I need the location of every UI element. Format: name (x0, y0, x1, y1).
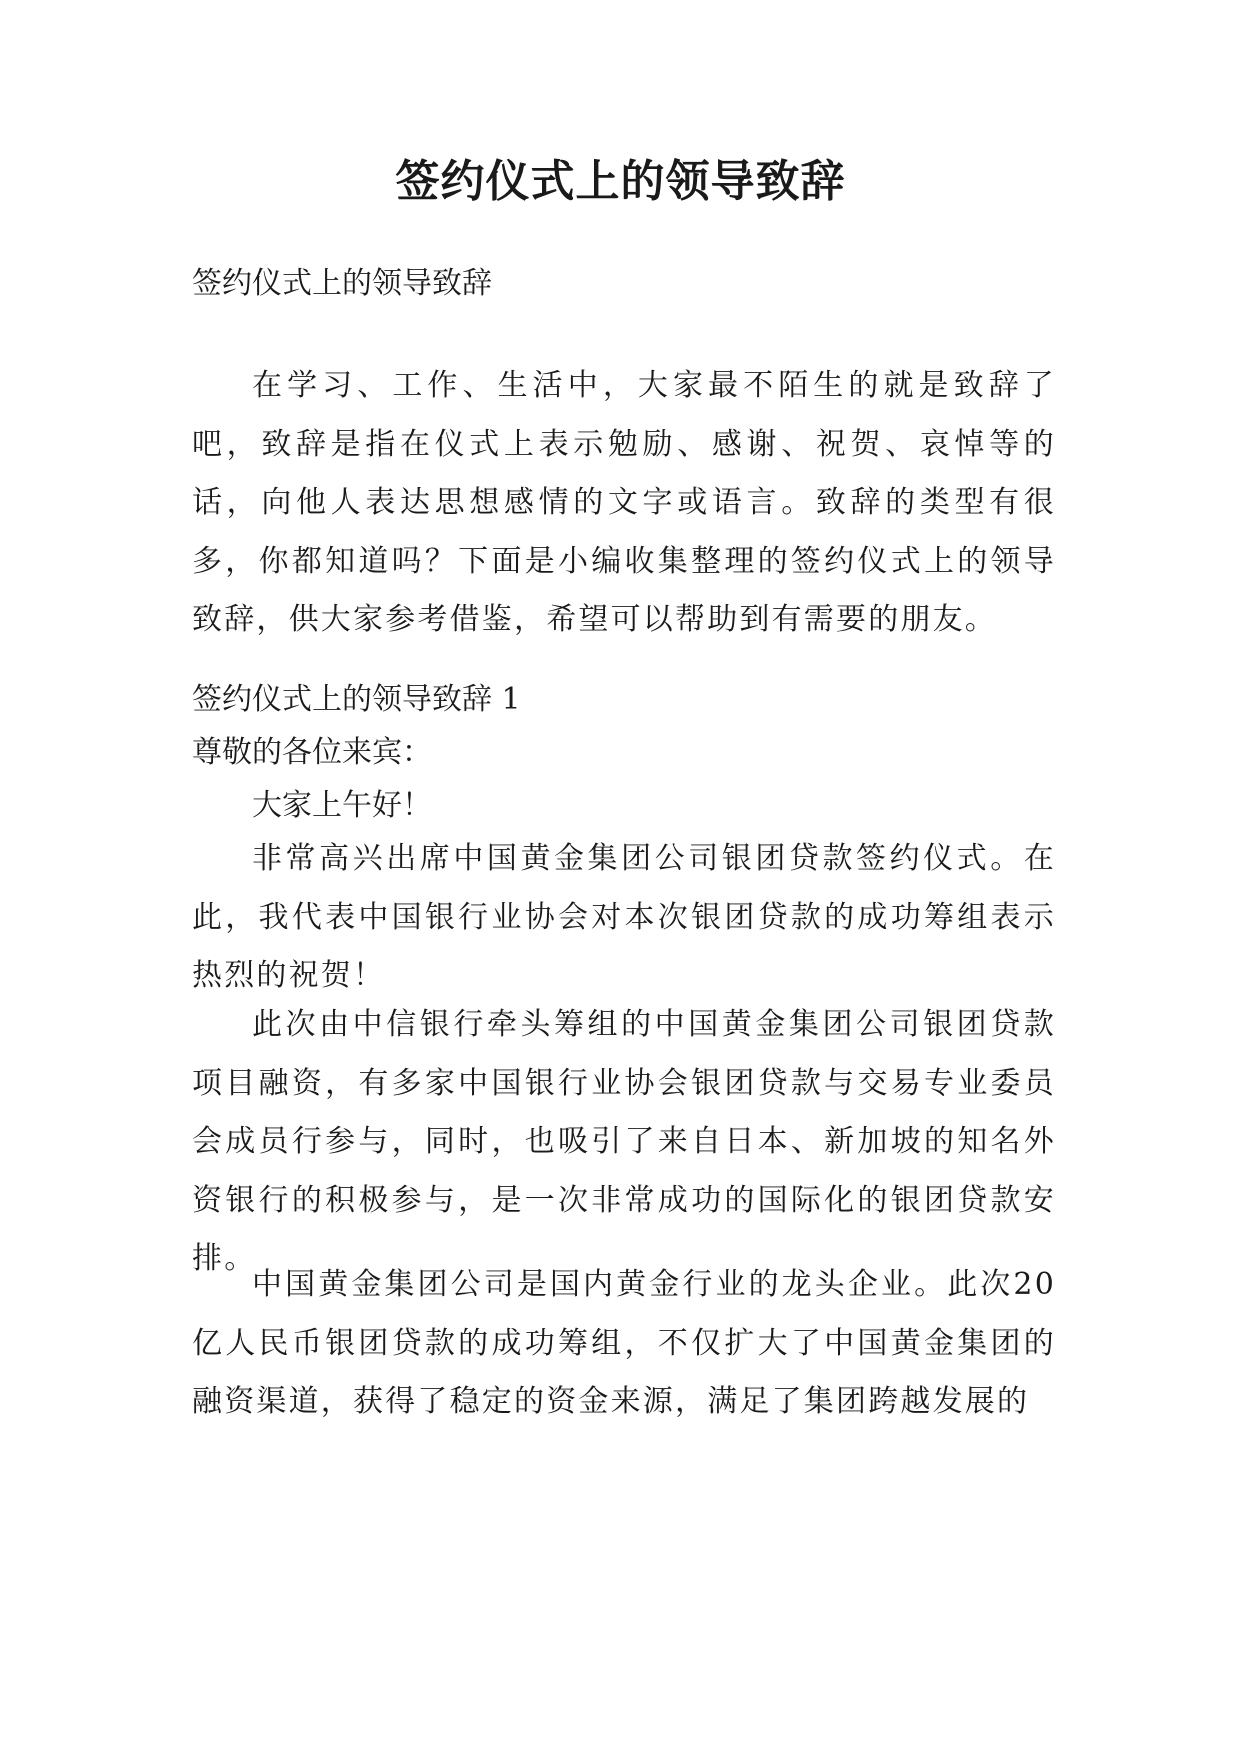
document-title: 签约仪式上的领导致辞 (395, 156, 846, 207)
body-paragraph: 中国黄金集团公司是国内黄金行业的龙头企业。此次20亿人民币银团贷款的成功筹组，不仅扩大了中国黄金集团的融资渠道，获得了稳定的资金来源，满足了集团跨越发展的 (192, 1267, 1056, 1419)
body-paragraph: 此次由中信银行牵头筹组的中国黄金集团公司银团贷款项目融资，有多家中国银行业协会银团贷款与交易专业委员会成员行参与，同时，也吸引了来自日本、新加坡的知名外资银行的积极参与，是一次非常成功的国际化的银团贷款安排。 (192, 1007, 1056, 1276)
salutation: 尊敬的各位来宾： (192, 735, 432, 770)
greeting: 大家上午好！ (252, 788, 432, 823)
body-paragraph: 非常高兴出席中国黄金集团公司银团贷款签约仪式。在此，我代表中国银行业协会对本次银团贷款的成功筹组表示热烈的祝贺！ (192, 841, 1056, 993)
section-heading: 签约仪式上的领导致辞 1 (192, 682, 521, 717)
intro-paragraph: 在学习、工作、生活中，大家最不陌生的就是致辞了吧，致辞是指在仪式上表示勉励、感谢、祝贺、哀悼等的话，向他人表达思想感情的文字或语言。致辞的类型有很多，你都知道吗？下面是小编收集整理的签约仪式上的领导致辞，供大家参考借鉴，希望可以帮助到有需要的朋友。 (192, 368, 1056, 637)
document-subtitle: 签约仪式上的领导致辞 (192, 266, 492, 301)
